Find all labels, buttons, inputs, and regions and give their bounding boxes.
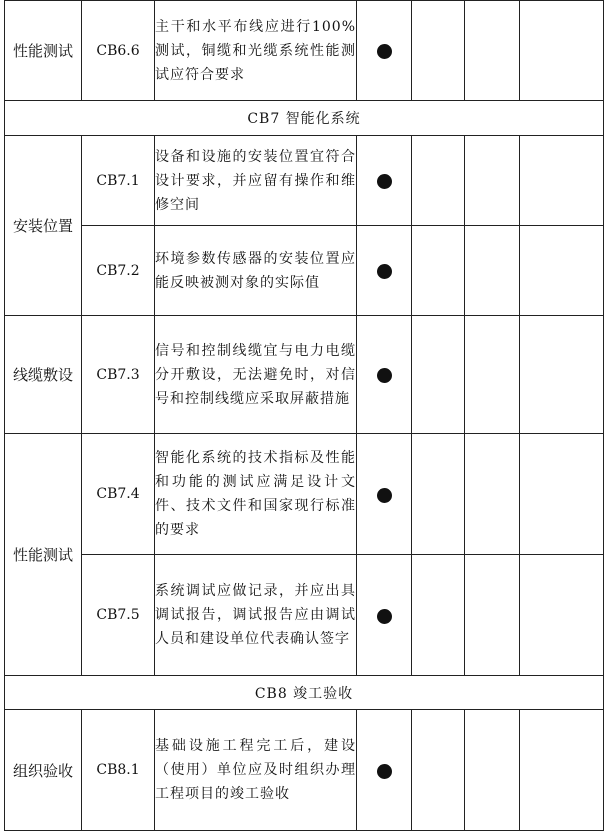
table-row <box>5 710 604 831</box>
empty-cell <box>520 316 604 434</box>
empty-cell <box>465 710 520 831</box>
filled-dot-icon <box>377 264 392 279</box>
empty-cell <box>412 1 465 101</box>
item-code: CB7.2 <box>82 226 155 316</box>
applicability-cell <box>357 136 412 226</box>
empty-cell <box>412 316 465 434</box>
section-title: CB7 智能化系统 <box>5 101 604 136</box>
item-code: CB7.1 <box>82 136 155 226</box>
empty-cell <box>412 434 465 555</box>
empty-cell <box>520 434 604 555</box>
category-cell: 线缆敷设 <box>5 316 82 434</box>
item-code: CB6.6 <box>82 1 155 101</box>
empty-cell <box>412 226 465 316</box>
empty-cell <box>520 710 604 831</box>
table-row <box>5 434 604 555</box>
requirement-text: 基础设施工程完工后，建设（使用）单位应及时组织办理工程项目的竣工验收 <box>155 710 357 831</box>
filled-dot-icon <box>377 764 392 779</box>
item-code: CB7.3 <box>82 316 155 434</box>
filled-dot-icon <box>377 488 392 503</box>
empty-cell <box>520 226 604 316</box>
requirement-text: 环境参数传感器的安装位置应能反映被测对象的实际值 <box>155 226 357 316</box>
empty-cell <box>465 555 520 676</box>
applicability-cell <box>357 710 412 831</box>
empty-cell <box>412 555 465 676</box>
table-row <box>5 226 604 316</box>
table-row <box>5 136 604 226</box>
applicability-cell <box>357 226 412 316</box>
table-row <box>5 1 604 101</box>
section-header-row <box>5 676 604 710</box>
category-cell: 性能测试 <box>5 1 82 101</box>
filled-dot-icon <box>377 368 392 383</box>
applicability-cell <box>357 316 412 434</box>
item-code: CB7.5 <box>82 555 155 676</box>
empty-cell <box>465 434 520 555</box>
empty-cell <box>412 136 465 226</box>
empty-cell <box>520 136 604 226</box>
category-cell: 安装位置 <box>5 136 82 316</box>
requirements-table <box>4 0 604 831</box>
applicability-cell <box>357 1 412 101</box>
empty-cell <box>465 136 520 226</box>
empty-cell <box>412 710 465 831</box>
requirement-text: 系统调试应做记录，并应出具调试报告，调试报告应由调试人员和建设单位代表确认签字 <box>155 555 357 676</box>
category-cell: 组织验收 <box>5 710 82 831</box>
table-row <box>5 316 604 434</box>
item-code: CB8.1 <box>82 710 155 831</box>
requirement-text: 设备和设施的安装位置宜符合设计要求，并应留有操作和维修空间 <box>155 136 357 226</box>
requirement-text: 信号和控制线缆宜与电力电缆分开敷设，无法避免时，对信号和控制线缆应采取屏蔽措施 <box>155 316 357 434</box>
empty-cell <box>520 1 604 101</box>
item-code: CB7.4 <box>82 434 155 555</box>
table-row <box>5 555 604 676</box>
empty-cell <box>520 555 604 676</box>
applicability-cell <box>357 434 412 555</box>
requirement-text: 主干和水平布线应进行100%测试，铜缆和光缆系统性能测试应符合要求 <box>155 1 357 101</box>
empty-cell <box>465 316 520 434</box>
empty-cell <box>465 226 520 316</box>
requirement-text: 智能化系统的技术指标及性能和功能的测试应满足设计文件、技术文件和国家现行标准的要求 <box>155 434 357 555</box>
filled-dot-icon <box>377 174 392 189</box>
category-cell: 性能测试 <box>5 434 82 676</box>
empty-cell <box>465 1 520 101</box>
section-header-row <box>5 101 604 136</box>
section-title: CB8 竣工验收 <box>5 676 604 710</box>
filled-dot-icon <box>377 44 392 59</box>
filled-dot-icon <box>377 609 392 624</box>
applicability-cell <box>357 555 412 676</box>
